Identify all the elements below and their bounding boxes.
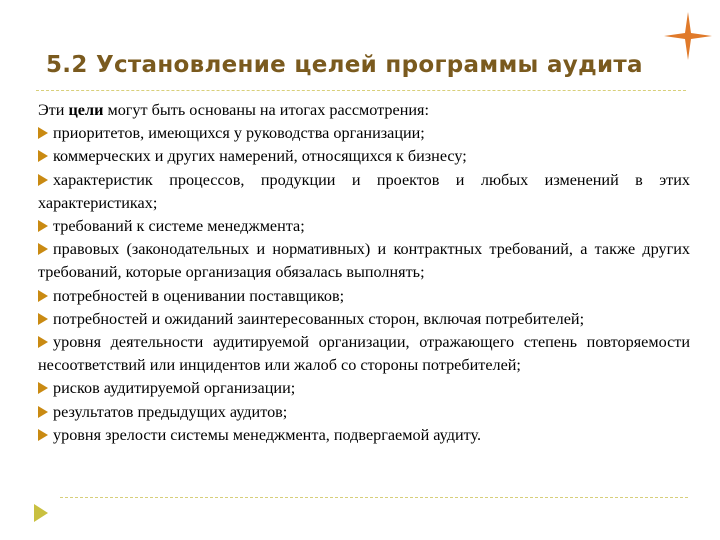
- list-item: [38, 401, 690, 424]
- triangle-bullet-icon: [38, 243, 48, 255]
- list-item: [38, 215, 690, 238]
- intro-text-after: могут быть основаны на итогах рассмотрения:: [103, 101, 429, 119]
- triangle-bullet-icon: [38, 150, 48, 162]
- list-item: [38, 145, 690, 168]
- list-item-text: уровня деятельности аудитируемой организации, отражающего степень повторяемости несоответствий или инцидентов или жалоб со стороны потребителей;: [38, 333, 690, 375]
- list-item: [38, 424, 690, 447]
- footer-divider: [60, 497, 688, 498]
- list-item-text: приоритетов, имеющихся у руководства организации;: [53, 124, 425, 143]
- triangle-bullet-icon: [38, 336, 48, 348]
- list-item: [38, 285, 690, 308]
- list-item-text: требований к системе менеджмента;: [53, 217, 305, 236]
- title-divider: [36, 90, 686, 91]
- list-item-text: характеристик процессов, продукции и проектов и любых изменений в этих характеристиках;: [38, 170, 690, 212]
- triangle-bullet-icon: [38, 313, 48, 325]
- slide-title: 5.2 Установление целей программы аудита: [46, 52, 643, 78]
- list-item-text: рисков аудитируемой организации;: [53, 379, 296, 398]
- criteria-list: [38, 122, 690, 447]
- list-item: [38, 169, 690, 215]
- list-item-text: потребностей в оценивании поставщиков;: [53, 286, 345, 305]
- list-item-text: правовых (законодательных и нормативных) и контрактных требований, а также других требований, которые организация обязалась выполнять;: [38, 240, 690, 282]
- triangle-bullet-icon: [38, 174, 48, 186]
- list-item: [38, 331, 690, 377]
- list-item-text: коммерческих и других намерений, относящихся к бизнесу;: [53, 147, 467, 166]
- triangle-bullet-icon: [38, 382, 48, 394]
- triangle-bullet-icon: [38, 127, 48, 139]
- triangle-bullet-icon: [38, 429, 48, 441]
- intro-paragraph: [38, 99, 690, 122]
- list-item: [38, 377, 690, 400]
- corner-triangle-icon: [34, 504, 48, 522]
- list-item-text: результатов предыдущих аудитов;: [53, 402, 288, 421]
- triangle-bullet-icon: [38, 220, 48, 232]
- list-item-text: уровня зрелости системы менеджмента, подвергаемой аудиту.: [53, 425, 482, 444]
- intro-bold-word: цели: [68, 101, 104, 119]
- list-item: [38, 308, 690, 331]
- triangle-bullet-icon: [38, 290, 48, 302]
- list-item: [38, 122, 690, 145]
- list-item-text: потребностей и ожиданий заинтересованных сторон, включая потребителей;: [53, 309, 585, 328]
- four-point-star-icon: [664, 12, 712, 60]
- intro-text-before: Эти: [38, 101, 69, 119]
- slide-body: [38, 99, 690, 447]
- list-item: [38, 238, 690, 284]
- triangle-bullet-icon: [38, 406, 48, 418]
